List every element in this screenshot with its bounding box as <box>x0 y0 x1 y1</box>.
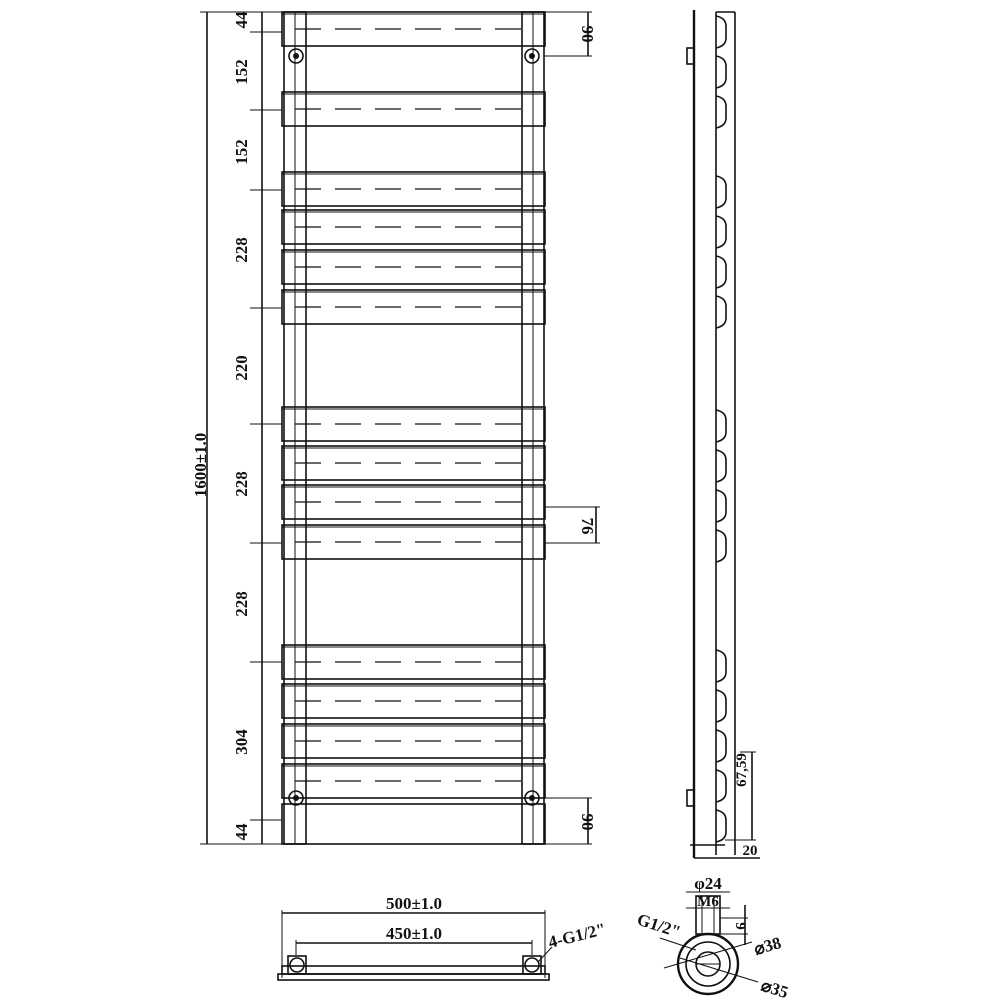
right-dim-90-bottom: 90 <box>578 813 597 831</box>
bottom-centers-label: 450±1.0 <box>385 924 443 943</box>
panel-bar <box>282 407 545 441</box>
right-dim-top <box>544 12 597 56</box>
panel-bar <box>282 485 545 519</box>
panel-bar <box>282 446 545 480</box>
left-dimension-label: 44 <box>232 11 251 29</box>
pipe-connector-left <box>288 956 306 974</box>
pipe-connector-right <box>523 956 541 974</box>
panel-bar <box>282 92 545 126</box>
left-dimension-ticks <box>250 12 282 844</box>
right-dim-76: 76 <box>578 517 597 535</box>
panel-bar <box>282 645 545 679</box>
valve-d35-label: ⌀35 <box>758 975 791 1000</box>
bottom-width-label: 500±1.0 <box>385 894 443 913</box>
fixing-bolt-top-left <box>289 49 303 63</box>
panel-bar <box>282 250 545 284</box>
right-dim-90-top: 90 <box>578 25 597 43</box>
left-dimension-label: 152 <box>232 139 251 165</box>
panel-bar <box>282 804 545 844</box>
left-dimension-label: 152 <box>232 59 251 85</box>
left-dimension-label: 304 <box>232 729 251 755</box>
panel-bar <box>282 684 545 718</box>
panel-bar <box>282 12 545 46</box>
right-dim-bottom <box>544 798 597 844</box>
valve-phi24-label: φ24 <box>694 874 722 893</box>
left-dimension-label: 228 <box>232 471 251 497</box>
panels <box>282 12 545 844</box>
panel-bar <box>282 290 545 324</box>
left-column <box>284 12 306 844</box>
bottom-connection-label: 4-G1/2" <box>546 919 608 952</box>
fixing-bolt-top-right <box>525 49 539 63</box>
side-view <box>687 10 760 859</box>
panel-bar <box>282 764 545 798</box>
overall-height-label: 1600±1.0 <box>191 432 210 498</box>
left-dimension-labels <box>232 11 251 841</box>
valve-m6-label: M6 <box>697 894 719 910</box>
panel-bar <box>282 210 545 244</box>
right-column <box>522 12 544 844</box>
valve-detail <box>635 874 791 1000</box>
panel-bar <box>282 724 545 758</box>
left-dimension-label: 220 <box>232 355 251 381</box>
right-dim-middle <box>544 507 600 543</box>
valve-9-label: 9 <box>732 922 748 930</box>
side-dim-67-59: 67,59 <box>734 753 750 787</box>
left-dimension-label: 44 <box>232 823 251 841</box>
valve-thread-label: G1/2" <box>634 909 683 942</box>
panel-bar <box>282 172 545 206</box>
side-panel-profile <box>716 16 726 842</box>
bottom-view <box>278 894 608 980</box>
left-dimension-label: 228 <box>232 237 251 263</box>
left-dimension-label: 228 <box>232 591 251 617</box>
front-view <box>191 11 600 844</box>
panel-bar <box>282 525 545 559</box>
side-dim-20: 20 <box>742 843 758 859</box>
valve-d38-label: ⌀38 <box>751 933 784 959</box>
